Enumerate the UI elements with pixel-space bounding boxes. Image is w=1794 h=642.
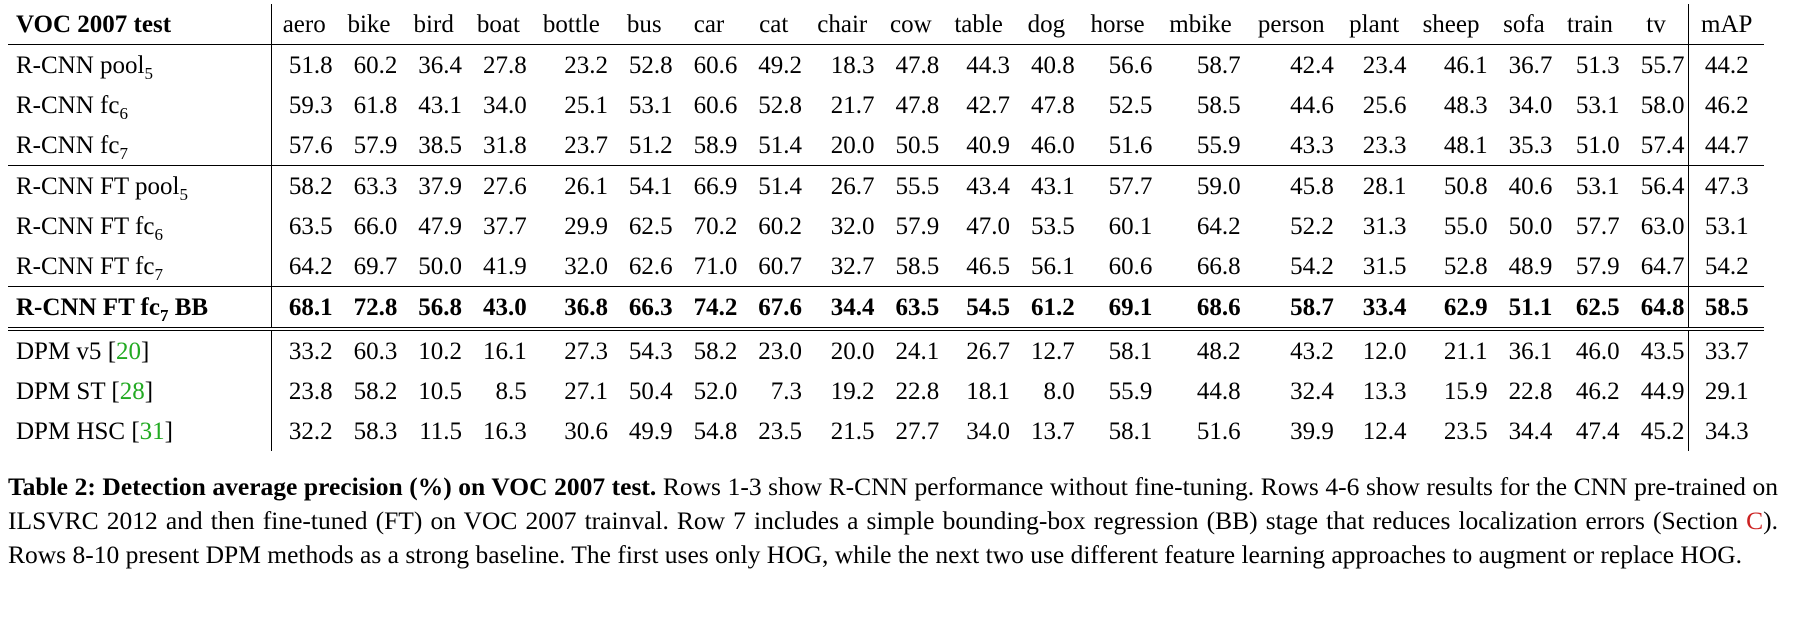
ap-value-cell: 45.2 — [1640, 417, 1685, 445]
row-method-name — [8, 246, 271, 287]
results-table — [8, 4, 1764, 451]
ap-value-cell: 47.8 — [895, 51, 940, 79]
row-method-name — [8, 166, 271, 207]
ap-value-cell: 56.6 — [1108, 51, 1153, 79]
ap-value-cell: 40.8 — [1030, 51, 1075, 79]
column-header: cat — [741, 4, 806, 45]
map-value-cell: 44.7 — [1689, 125, 1764, 166]
column-header: mbike — [1156, 4, 1244, 45]
ap-value-cell: 44.8 — [1196, 377, 1241, 405]
ap-value-cell: 13.3 — [1362, 377, 1407, 405]
method-label: R-CNN FT fc — [16, 212, 155, 240]
column-header: car — [677, 4, 742, 45]
caption-title: Table 2: Detection average precision (%) on VOC 2007 test. — [8, 472, 657, 501]
ap-value-cell: 62.6 — [612, 246, 677, 287]
column-header: sofa — [1492, 4, 1557, 45]
layer-subscript: 7 — [119, 143, 128, 163]
layer-subscript: 6 — [154, 224, 163, 244]
method-label: R-CNN FT pool — [16, 172, 180, 200]
ap-value-cell: 28.1 — [1362, 172, 1407, 200]
column-header: boat — [466, 4, 531, 45]
ap-value-cell: 69.1 — [1079, 287, 1157, 330]
ap-value-cell: 20.0 — [830, 337, 875, 365]
ap-value-cell: 45.8 — [1290, 172, 1334, 200]
ap-value-cell: 43.3 — [1245, 125, 1338, 166]
ap-value-cell: 23.7 — [531, 125, 612, 166]
ap-value-cell: 32.4 — [1290, 377, 1334, 405]
ap-value-cell: 63.5 — [879, 287, 944, 330]
ap-value-cell: 43.5 — [1640, 337, 1685, 365]
ap-value-cell: 27.8 — [483, 51, 527, 79]
ap-value-cell: 57.9 — [895, 212, 940, 240]
ap-value-cell: 58.7 — [1245, 287, 1338, 330]
ap-value-cell: 32.0 — [830, 212, 875, 240]
ap-value-cell: 64.8 — [1624, 287, 1689, 330]
ap-value-cell: 51.6 — [1196, 417, 1241, 445]
row-method-name — [8, 45, 271, 86]
ap-value-cell: 47.0 — [966, 212, 1010, 240]
ap-value-cell: 58.2 — [693, 337, 738, 365]
ap-value-cell: 60.6 — [693, 91, 738, 119]
ap-value-cell: 50.0 — [401, 246, 466, 287]
ap-value-cell: 18.3 — [830, 51, 875, 79]
ap-value-cell: 36.7 — [1508, 51, 1553, 79]
column-header: bird — [401, 4, 466, 45]
ap-value-cell: 10.2 — [418, 337, 463, 365]
ap-value-cell: 16.1 — [483, 337, 527, 365]
ap-value-cell: 36.8 — [531, 287, 612, 330]
citation-bracket: ] — [141, 337, 150, 365]
column-header: person — [1245, 4, 1338, 45]
column-header: chair — [806, 4, 878, 45]
ap-value-cell: 62.9 — [1410, 287, 1491, 330]
citation-link[interactable]: 31 — [139, 417, 165, 445]
ap-value-cell: 42.7 — [966, 91, 1010, 119]
ap-value-cell: 55.9 — [1108, 377, 1153, 405]
ap-value-cell: 31.8 — [466, 125, 531, 166]
ap-value-cell: 51.8 — [288, 51, 333, 79]
table-corner-label: VOC 2007 test — [8, 4, 271, 45]
ap-value-cell: 60.1 — [1108, 212, 1153, 240]
ap-value-cell: 36.4 — [418, 51, 463, 79]
table-row — [8, 125, 1764, 166]
ap-value-cell: 53.1 — [1575, 91, 1620, 119]
ap-value-cell: 16.3 — [483, 417, 527, 445]
ap-value-cell: 23.4 — [1362, 51, 1407, 79]
caption-text-1: Rows 1-3 show R-CNN performance without fine-tuning. Rows 4-6 show results for the CNN pre-trained on ILSVRC 2012 and then fine-tuned (FT) on VOC 2007 trainval. Row 7 includes a simple bounding-box regression (BB) stage that reduces localization errors (Section — [8, 472, 1779, 535]
ap-value-cell: 34.4 — [1508, 417, 1553, 445]
ap-value-cell: 48.1 — [1410, 125, 1491, 166]
row-method-name — [8, 125, 271, 166]
ap-value-cell: 12.7 — [1030, 337, 1075, 365]
method-label: R-CNN FT fc — [16, 293, 160, 321]
ap-value-cell: 36.1 — [1508, 337, 1553, 365]
ap-value-cell: 51.0 — [1556, 125, 1623, 166]
ap-value-cell: 69.7 — [337, 246, 402, 287]
ap-value-cell: 34.0 — [483, 91, 527, 119]
ap-value-cell: 15.9 — [1443, 377, 1488, 405]
table-caption — [8, 470, 1778, 572]
table-row — [8, 85, 1764, 125]
column-header: cow — [879, 4, 944, 45]
ap-value-cell: 54.5 — [943, 287, 1014, 330]
ap-value-cell: 66.0 — [353, 212, 398, 240]
ap-value-cell: 64.2 — [1196, 212, 1241, 240]
ap-value-cell: 26.1 — [564, 172, 608, 200]
ap-value-cell: 43.1 — [1030, 172, 1075, 200]
ap-value-cell: 57.7 — [1108, 172, 1153, 200]
ap-value-cell: 57.6 — [271, 125, 336, 166]
ap-value-cell: 56.8 — [401, 287, 466, 330]
column-header: bus — [612, 4, 677, 45]
ap-value-cell: 51.3 — [1575, 51, 1620, 79]
ap-value-cell: 48.3 — [1443, 91, 1488, 119]
ap-value-cell: 34.0 — [1508, 91, 1553, 119]
ap-value-cell: 43.4 — [966, 172, 1010, 200]
ap-value-cell: 32.0 — [531, 246, 612, 287]
ap-value-cell: 12.0 — [1362, 337, 1407, 365]
ap-value-cell: 52.8 — [628, 51, 673, 79]
ap-value-cell: 46.5 — [943, 246, 1014, 287]
ap-value-cell: 27.6 — [483, 172, 527, 200]
ap-value-cell: 60.7 — [741, 246, 806, 287]
ap-value-cell: 40.6 — [1508, 172, 1553, 200]
ap-value-cell: 60.3 — [353, 337, 398, 365]
ap-value-cell: 43.1 — [418, 91, 463, 119]
ap-value-cell: 72.8 — [337, 287, 402, 330]
ap-value-cell: 60.6 — [693, 51, 738, 79]
ap-value-cell: 39.9 — [1290, 417, 1334, 445]
map-value-cell: 44.2 — [1689, 45, 1764, 86]
ap-value-cell: 48.2 — [1196, 337, 1241, 365]
ap-value-cell: 46.0 — [1575, 337, 1620, 365]
ap-value-cell: 68.6 — [1156, 287, 1244, 330]
ap-value-cell: 52.8 — [1410, 246, 1491, 287]
ap-value-cell: 23.5 — [1443, 417, 1488, 445]
row-method-name — [8, 85, 271, 125]
ap-value-cell: 66.9 — [693, 172, 738, 200]
ap-value-cell: 54.1 — [628, 172, 673, 200]
ap-value-cell: 63.5 — [288, 212, 333, 240]
ap-value-cell: 10.5 — [418, 377, 463, 405]
column-header: horse — [1079, 4, 1157, 45]
ap-value-cell: 20.0 — [806, 125, 878, 166]
ap-value-cell: 58.3 — [353, 417, 398, 445]
method-label: DPM HSC — [16, 417, 132, 445]
ap-value-cell: 11.5 — [419, 417, 463, 445]
ap-value-cell: 54.2 — [1245, 246, 1338, 287]
method-label: R-CNN pool — [16, 51, 145, 79]
method-label: DPM v5 — [16, 337, 108, 365]
ap-value-cell: 34.4 — [806, 287, 878, 330]
ap-value-cell: 51.1 — [1492, 287, 1557, 330]
ap-value-cell: 62.5 — [1556, 287, 1623, 330]
ap-value-cell: 58.5 — [1196, 91, 1241, 119]
ap-value-cell: 43.0 — [466, 287, 531, 330]
ap-value-cell: 24.1 — [895, 337, 940, 365]
column-header: train — [1556, 4, 1623, 45]
ap-value-cell: 27.1 — [564, 377, 608, 405]
table-row — [8, 411, 1764, 451]
ap-value-cell: 44.9 — [1640, 377, 1685, 405]
ap-value-cell: 60.2 — [353, 51, 398, 79]
citation-bracket: ] — [164, 417, 173, 445]
table-body — [8, 45, 1764, 452]
ap-value-cell: 51.4 — [758, 172, 803, 200]
ap-value-cell: 38.5 — [401, 125, 466, 166]
map-value-cell: 46.2 — [1689, 85, 1764, 125]
method-label: R-CNN fc — [16, 131, 120, 159]
ap-value-cell: 51.2 — [612, 125, 677, 166]
ap-value-cell: 48.9 — [1492, 246, 1557, 287]
ap-value-cell: 50.5 — [879, 125, 944, 166]
table-row — [8, 166, 1764, 207]
ap-value-cell: 52.8 — [758, 91, 803, 119]
map-value-cell: 53.1 — [1689, 206, 1764, 246]
ap-value-cell: 49.2 — [758, 51, 803, 79]
column-header: bottle — [531, 4, 612, 45]
ap-value-cell: 47.9 — [418, 212, 463, 240]
ap-value-cell: 50.0 — [1508, 212, 1553, 240]
table-row — [8, 371, 1764, 411]
ap-value-cell: 61.2 — [1014, 287, 1079, 330]
ap-value-cell: 30.6 — [564, 417, 608, 445]
method-label: DPM ST — [16, 377, 112, 405]
ap-value-cell: 26.7 — [966, 337, 1010, 365]
ap-value-cell: 50.8 — [1443, 172, 1488, 200]
ap-value-cell: 44.6 — [1290, 91, 1334, 119]
map-value-cell: 58.5 — [1689, 287, 1764, 330]
ap-value-cell: 29.9 — [564, 212, 608, 240]
map-column-header: mAP — [1689, 4, 1764, 45]
ap-value-cell: 37.9 — [418, 172, 463, 200]
map-value-cell: 47.3 — [1689, 166, 1764, 207]
caption-text-2: ). Rows 8-10 present DPM methods as a strong baseline. The first uses only HOG, while the next two use different feature learning approaches to augment or replace HOG. — [8, 506, 1778, 569]
ap-value-cell: 13.7 — [1030, 417, 1075, 445]
citation-bracket: [ — [131, 417, 140, 445]
ap-value-cell: 54.8 — [693, 417, 738, 445]
ap-value-cell: 42.4 — [1290, 51, 1334, 79]
citation-bracket: [ — [111, 377, 120, 405]
ap-value-cell: 12.4 — [1362, 417, 1407, 445]
ap-value-cell: 47.8 — [1030, 91, 1075, 119]
ap-value-cell: 55.5 — [895, 172, 940, 200]
ap-value-cell: 25.6 — [1362, 91, 1407, 119]
header-row — [8, 4, 1764, 45]
section-link[interactable]: C — [1746, 506, 1764, 535]
ap-value-cell: 67.6 — [741, 287, 806, 330]
ap-value-cell: 7.3 — [770, 377, 803, 405]
row-method-name — [8, 206, 271, 246]
ap-value-cell: 58.2 — [288, 172, 333, 200]
ap-value-cell: 55.7 — [1640, 51, 1685, 79]
ap-value-cell: 44.3 — [966, 51, 1010, 79]
citation-bracket: ] — [144, 377, 154, 405]
ap-value-cell: 59.3 — [288, 91, 333, 119]
table-row — [8, 246, 1764, 287]
column-header: dog — [1014, 4, 1079, 45]
ap-value-cell: 35.3 — [1492, 125, 1557, 166]
ap-value-cell: 33.2 — [288, 337, 333, 365]
column-header: aero — [271, 4, 336, 45]
ap-value-cell: 57.7 — [1575, 212, 1620, 240]
table-row — [8, 45, 1764, 86]
ap-value-cell: 53.1 — [1575, 172, 1620, 200]
ap-value-cell: 37.7 — [483, 212, 527, 240]
ap-value-cell: 33.4 — [1338, 287, 1411, 330]
citation-bracket: [ — [107, 337, 117, 365]
ap-value-cell: 41.9 — [466, 246, 531, 287]
ap-value-cell: 56.1 — [1014, 246, 1079, 287]
ap-value-cell: 58.1 — [1108, 337, 1153, 365]
ap-value-cell: 58.1 — [1108, 417, 1153, 445]
table-row — [8, 287, 1764, 330]
method-suffix: BB — [168, 293, 209, 321]
ap-value-cell: 58.0 — [1640, 91, 1685, 119]
ap-value-cell: 52.5 — [1108, 91, 1153, 119]
ap-value-cell: 53.5 — [1030, 212, 1075, 240]
ap-value-cell: 56.4 — [1640, 172, 1685, 200]
ap-value-cell: 68.1 — [271, 287, 336, 330]
layer-subscript: 7 — [154, 264, 163, 284]
ap-value-cell: 55.0 — [1443, 212, 1488, 240]
table-row — [8, 329, 1764, 371]
ap-value-cell: 26.7 — [830, 172, 875, 200]
column-header: tv — [1624, 4, 1689, 45]
ap-value-cell: 54.3 — [628, 337, 673, 365]
ap-value-cell: 52.2 — [1290, 212, 1334, 240]
ap-value-cell: 57.9 — [337, 125, 402, 166]
column-header: plant — [1338, 4, 1411, 45]
ap-value-cell: 31.3 — [1362, 212, 1407, 240]
ap-value-cell: 8.5 — [495, 377, 527, 405]
ap-value-cell: 49.9 — [628, 417, 673, 445]
ap-value-cell: 62.5 — [628, 212, 673, 240]
ap-value-cell: 58.7 — [1196, 51, 1241, 79]
ap-value-cell: 70.2 — [693, 212, 738, 240]
ap-value-cell: 21.1 — [1443, 337, 1488, 365]
layer-subscript: 5 — [179, 184, 188, 204]
ap-value-cell: 63.0 — [1640, 212, 1685, 240]
ap-value-cell: 58.5 — [879, 246, 944, 287]
ap-value-cell: 46.2 — [1575, 377, 1620, 405]
ap-value-cell: 51.4 — [741, 125, 806, 166]
ap-value-cell: 40.9 — [943, 125, 1014, 166]
ap-value-cell: 43.2 — [1290, 337, 1334, 365]
ap-value-cell: 66.3 — [612, 287, 677, 330]
ap-value-cell: 23.5 — [758, 417, 803, 445]
ap-value-cell: 23.0 — [758, 337, 803, 365]
citation-link[interactable]: 28 — [119, 377, 145, 405]
ap-value-cell: 52.0 — [693, 377, 738, 405]
ap-value-cell: 21.7 — [830, 91, 875, 119]
ap-value-cell: 18.1 — [966, 377, 1010, 405]
ap-value-cell: 27.7 — [895, 417, 940, 445]
ap-value-cell: 22.8 — [895, 377, 940, 405]
citation-link[interactable]: 20 — [116, 337, 142, 365]
ap-value-cell: 34.0 — [966, 417, 1010, 445]
row-method-name — [8, 287, 271, 330]
layer-subscript: 6 — [119, 103, 128, 123]
table-row — [8, 206, 1764, 246]
ap-value-cell: 46.1 — [1443, 51, 1488, 79]
ap-value-cell: 23.2 — [564, 51, 608, 79]
ap-value-cell: 27.3 — [564, 337, 608, 365]
ap-value-cell: 31.5 — [1338, 246, 1411, 287]
ap-value-cell: 19.2 — [830, 377, 875, 405]
layer-subscript: 7 — [159, 305, 169, 325]
ap-value-cell: 58.9 — [677, 125, 742, 166]
ap-value-cell: 25.1 — [564, 91, 608, 119]
ap-value-cell: 58.2 — [353, 377, 398, 405]
map-value-cell: 29.1 — [1689, 371, 1764, 411]
map-value-cell: 33.7 — [1689, 329, 1764, 371]
ap-value-cell: 47.4 — [1575, 417, 1620, 445]
ap-value-cell: 46.0 — [1014, 125, 1079, 166]
ap-value-cell: 64.7 — [1624, 246, 1689, 287]
map-value-cell: 54.2 — [1689, 246, 1764, 287]
column-header: table — [943, 4, 1014, 45]
ap-value-cell: 23.8 — [288, 377, 333, 405]
row-method-name — [8, 371, 271, 411]
map-value-cell: 34.3 — [1689, 411, 1764, 451]
ap-value-cell: 32.7 — [806, 246, 878, 287]
ap-value-cell: 55.9 — [1156, 125, 1244, 166]
ap-value-cell: 59.0 — [1196, 172, 1241, 200]
ap-value-cell: 60.6 — [1079, 246, 1157, 287]
method-label: R-CNN FT fc — [16, 252, 155, 280]
ap-value-cell: 51.6 — [1079, 125, 1157, 166]
ap-value-cell: 47.8 — [895, 91, 940, 119]
ap-value-cell: 63.3 — [353, 172, 398, 200]
ap-value-cell: 32.2 — [288, 417, 333, 445]
ap-value-cell: 64.2 — [271, 246, 336, 287]
ap-value-cell: 57.9 — [1556, 246, 1623, 287]
ap-value-cell: 66.8 — [1156, 246, 1244, 287]
layer-subscript: 5 — [144, 63, 153, 83]
method-label: R-CNN fc — [16, 91, 120, 119]
column-header: bike — [337, 4, 402, 45]
ap-value-cell: 60.2 — [758, 212, 803, 240]
ap-value-cell: 22.8 — [1508, 377, 1553, 405]
ap-value-cell: 21.5 — [830, 417, 875, 445]
ap-value-cell: 74.2 — [677, 287, 742, 330]
column-header: sheep — [1410, 4, 1491, 45]
ap-value-cell: 61.8 — [353, 91, 398, 119]
ap-value-cell: 71.0 — [677, 246, 742, 287]
ap-value-cell: 8.0 — [1043, 377, 1075, 405]
ap-value-cell: 53.1 — [628, 91, 673, 119]
ap-value-cell: 23.3 — [1338, 125, 1411, 166]
row-method-name — [8, 329, 271, 371]
ap-value-cell: 50.4 — [628, 377, 673, 405]
row-method-name — [8, 411, 271, 451]
ap-value-cell: 57.4 — [1624, 125, 1689, 166]
